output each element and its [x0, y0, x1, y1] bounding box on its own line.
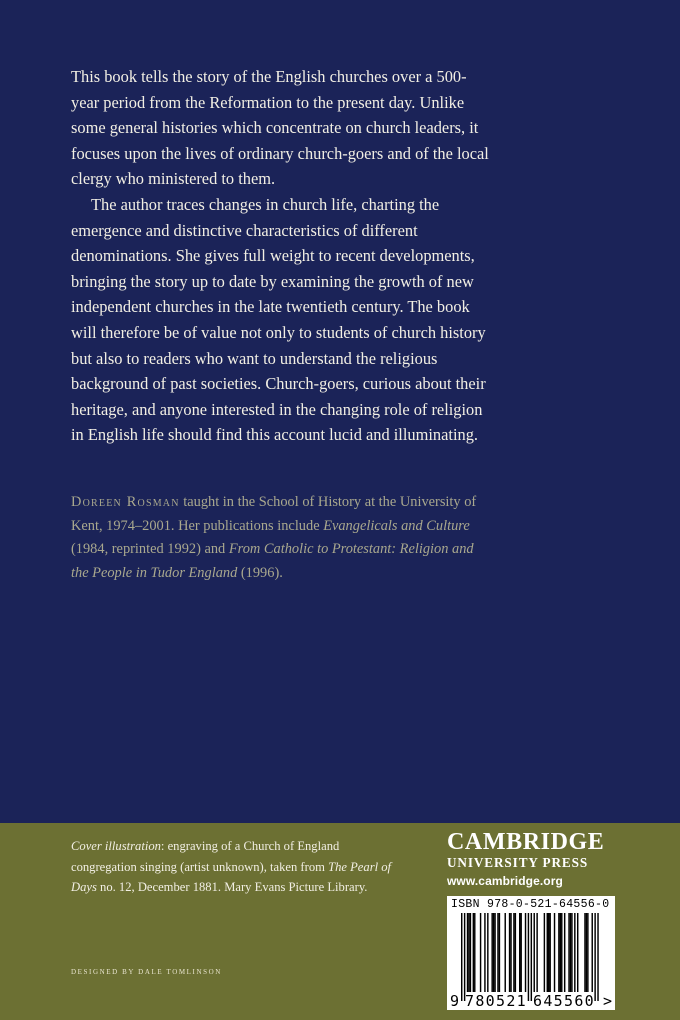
barcode-bar: [594, 913, 595, 1001]
barcode-bar: [497, 913, 498, 992]
caption-source: The Pearl of Days: [71, 859, 392, 894]
barcode-bar: [510, 913, 511, 992]
barcode-bar: [587, 913, 588, 992]
barcode-bar: [549, 913, 550, 992]
barcode-bar: [467, 913, 468, 992]
bio-text-1: taught in the School of History at the University of Kent, 1974–2001. Her publications include: [71, 494, 477, 534]
barcode-bar: [547, 913, 548, 992]
publisher-url: www.cambridge.org: [447, 874, 563, 888]
description-paragraph-2: The author traces changes in church life, charting the emergence and distinctive characteristics of different denominations. She gives full weight to recent developments, bringing the story up to date by examining the growth of new independent churches in the late twentieth century. The book will therefore be of value not only to students of church history but also to readers who want to understand the religious background of past societies. Church-goers, curious about their heritage, and anyone interested in the changing role of religion in English life should find this account lucid and illuminating.: [71, 194, 486, 445]
bio-text-2: (1984, reprinted 1992) and: [71, 541, 229, 557]
barcode-bar: [568, 913, 569, 992]
barcode-bar: [558, 913, 559, 992]
barcode-bar: [597, 913, 598, 1001]
barcode-bar: [509, 913, 510, 992]
barcode-bar: [464, 913, 465, 1001]
barcode-bar: [470, 913, 471, 992]
barcode-bar: [474, 913, 475, 992]
barcode-bar: [592, 913, 593, 992]
barcode-bar: [494, 913, 495, 992]
olive-panel: [0, 823, 680, 1020]
barcode-bar: [491, 913, 492, 992]
caption-text-2: no. 12, December 1881. Mary Evans Picture Library.: [96, 880, 368, 894]
isbn-barcode: [447, 896, 615, 1010]
barcode-bar: [536, 913, 537, 992]
barcode-bar: [484, 913, 485, 992]
author-bio: [71, 491, 491, 585]
barcode-bar: [554, 913, 555, 992]
publisher-name-bottom: UNIVERSITY PRESS: [447, 855, 589, 870]
barcode-bar: [499, 913, 500, 992]
bio-text-3: (1996).: [237, 564, 283, 581]
barcode-bar: [493, 913, 494, 992]
barcode-bar: [461, 913, 462, 1001]
book-title-2: From Catholic to Protestant: Religion and the People in Tudor England: [71, 541, 474, 581]
barcode-bar: [487, 913, 488, 992]
barcode-bar: [519, 913, 520, 992]
designer-credit: DESIGNED BY DALE TOMLINSON: [71, 968, 222, 976]
author-name: Doreen Rosman: [71, 494, 180, 510]
ean-right-group: 645560: [533, 992, 595, 1010]
barcode-bar: [528, 913, 529, 1001]
cover-illustration-credit: [71, 836, 406, 898]
publisher-name-top: CAMBRIDGE: [447, 829, 605, 855]
barcode-bar: [505, 913, 506, 992]
ean-end-mark: >: [603, 992, 613, 1010]
caption-text: [71, 836, 406, 898]
barcode-bar: [560, 913, 561, 992]
description-paragraph-1: This book tells the story of the English churches over a 500-year period from the Reformation to the present day. Unlike some general histories which concentrate on church leaders, it focuses upon the lives of ordinary church-goers and of the local clergy who ministered to them.: [71, 67, 489, 189]
barcode-bar: [534, 913, 535, 992]
barcode-bar: [473, 913, 474, 992]
caption-text-1: : engraving of a Church of England congregation singing (artist unknown), taken from: [71, 839, 340, 874]
publisher-logo: [447, 829, 622, 891]
barcode-bar: [570, 913, 571, 992]
isbn-label: ISBN 978-0-521-64556-0: [451, 898, 610, 911]
author-bio-text: [71, 491, 491, 585]
ean-first-digit: 9: [450, 992, 460, 1010]
caption-label: Cover illustration: [71, 839, 161, 853]
book-title-1: Evangelicals and Culture: [323, 517, 470, 534]
barcode-bar: [544, 913, 545, 992]
barcode-bar: [574, 913, 575, 992]
book-description: [71, 64, 491, 448]
barcode-bar: [571, 913, 572, 992]
barcode-bar: [513, 913, 514, 992]
barcode-bar: [561, 913, 562, 992]
barcode-bar: [531, 913, 532, 1001]
ean-left-group: 780521: [465, 992, 527, 1010]
barcode-bar: [564, 913, 565, 992]
barcode-bar: [577, 913, 578, 992]
barcode-bar: [548, 913, 549, 992]
barcode-bar: [480, 913, 481, 992]
barcode-bar: [586, 913, 587, 992]
barcode-bar: [525, 913, 526, 992]
barcode-bar: [584, 913, 585, 992]
barcode-bar: [468, 913, 469, 992]
barcode-bar: [515, 913, 516, 992]
barcode-bar: [520, 913, 521, 992]
